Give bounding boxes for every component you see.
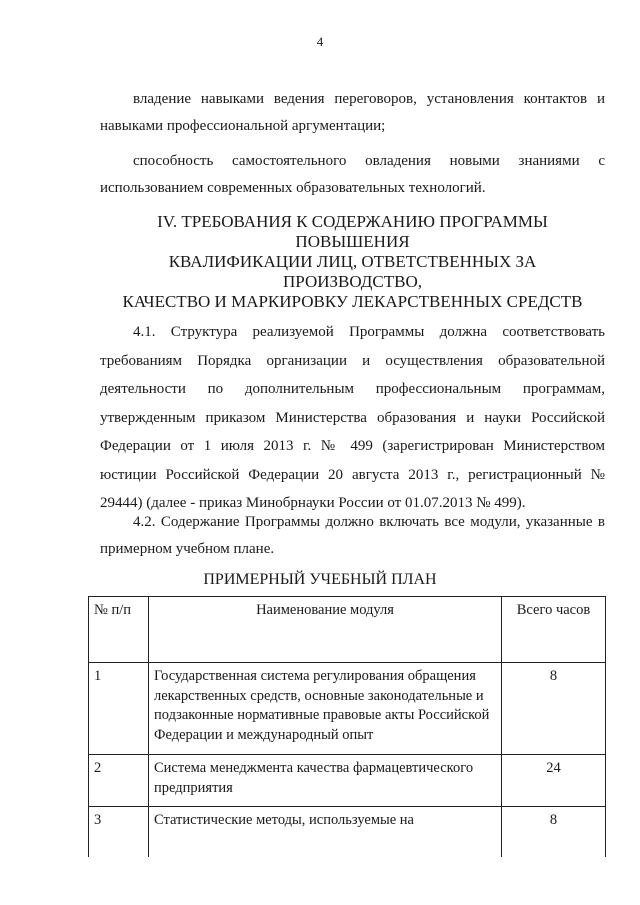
row-number: 3 <box>89 807 149 857</box>
table-header-row <box>89 597 606 663</box>
section-heading <box>100 212 605 312</box>
section-heading-line-3: КАЧЕСТВО И МАРКИРОВКУ ЛЕКАРСТВЕННЫХ СРЕДСТВ <box>122 292 583 311</box>
row-module-name: Система менеджмента качества фармацевтического предприятия <box>149 755 502 807</box>
header-number: № п/п <box>89 597 149 663</box>
row-number: 1 <box>89 663 149 755</box>
header-module-name: Наименование модуля <box>149 597 502 663</box>
paragraph-4-2-program-content: 4.2. Содержание Программы должно включать все модули, указанные в примерном учебном плане. <box>100 514 605 557</box>
row-hours: 24 <box>502 755 606 807</box>
row-module-name: Статистические методы, используемые на <box>149 807 502 857</box>
paragraph-4-1-program-structure: 4.1. Структура реализуемой Программы должна соответствовать требованиям Порядка организации и осуществления образовательной деятельности по дополнительным профессиональным программам, утвержденным приказом Министерства образования и науки Российской Федерации от 1 июля 2013 г. № 499 (зарегистрирован Министерством юстиции Российской Федерации 20 августа 2013 г., регистрационный № 29444) (далее - приказ Минобрнауки России от 01.07.2013 № 499). <box>100 324 605 511</box>
header-total-hours: Всего часов <box>502 597 606 663</box>
paragraph-negotiation-skills: владение навыками ведения переговоров, установления контактов и навыками профессиональной аргументации; <box>100 91 605 134</box>
table-title: ПРИМЕРНЫЙ УЧЕБНЫЙ ПЛАН <box>203 571 437 588</box>
row-number: 2 <box>89 755 149 807</box>
table-row <box>89 663 606 755</box>
table-row <box>89 807 606 857</box>
page-number: 4 <box>316 34 324 49</box>
row-hours: 8 <box>502 807 606 857</box>
curriculum-table <box>88 596 606 857</box>
section-heading-line-2: КВАЛИФИКАЦИИ ЛИЦ, ОТВЕТСТВЕННЫХ ЗА ПРОИЗВОДСТВО, <box>168 252 537 291</box>
row-hours: 8 <box>502 663 606 755</box>
paragraph-self-learning: способность самостоятельного овладения новыми знаниями с использованием современных образовательных технологий. <box>100 153 605 196</box>
table-row <box>89 755 606 807</box>
section-heading-line-1: IV. ТРЕБОВАНИЯ К СОДЕРЖАНИЮ ПРОГРАММЫ ПОВЫШЕНИЯ <box>157 212 548 251</box>
row-module-name: Государственная система регулирования обращения лекарственных средств, основные законодательные и подзаконные нормативные правовые акты Российской Федерации и международный опыт <box>149 663 502 755</box>
